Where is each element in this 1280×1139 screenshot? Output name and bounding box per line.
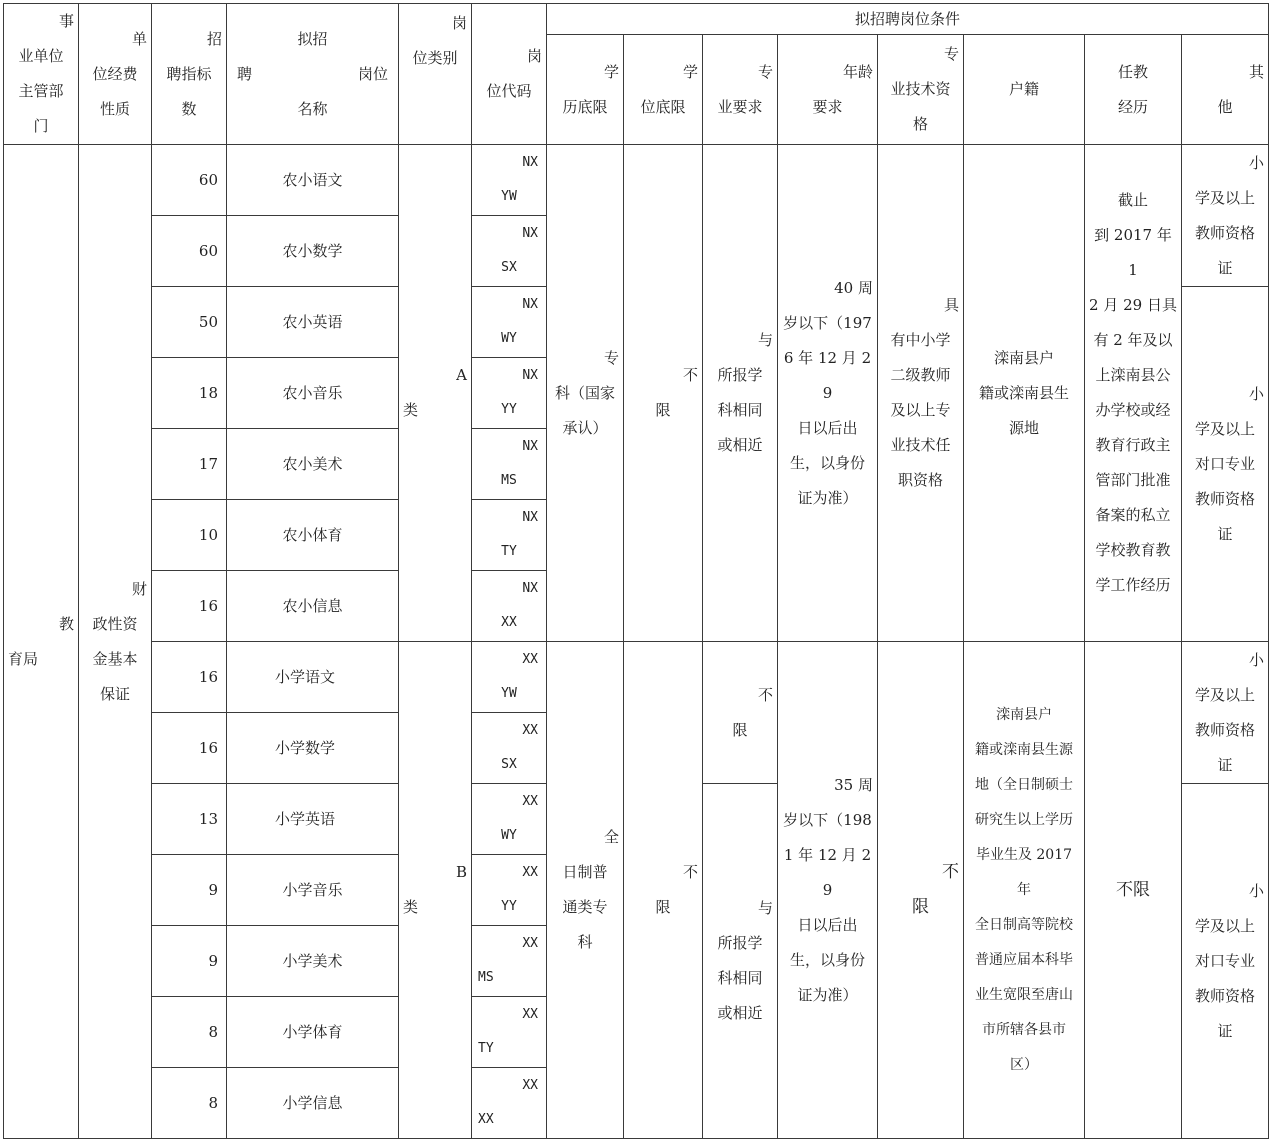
post-name-cell: 小学音乐	[227, 855, 399, 926]
post-name-cell: 小学美术	[227, 926, 399, 997]
quota-cell: 60	[152, 216, 227, 287]
funding-cell: 财 政性资 金基本 保证	[79, 145, 152, 1139]
other-b2-cell: 小 学及以上 对口专业 教师资格 证	[1182, 784, 1269, 1139]
quota-cell: 17	[152, 429, 227, 500]
quota-cell: 16	[152, 642, 227, 713]
quota-cell: 60	[152, 145, 227, 216]
exp-b-cell: 不限	[1085, 642, 1182, 1139]
header-conditions-title: 拟招聘岗位条件	[547, 4, 1269, 35]
hukou-a-cell: 滦南县户 籍或滦南县生 源地	[964, 145, 1085, 642]
quota-cell: 16	[152, 571, 227, 642]
quota-cell: 18	[152, 358, 227, 429]
degree-a-cell: 不 限	[624, 145, 703, 642]
post-code-cell: NX XX	[472, 571, 547, 642]
header-exp: 任教 经历	[1085, 35, 1182, 145]
tech-b-cell: 不 限	[878, 642, 964, 1139]
quota-cell: 8	[152, 997, 227, 1068]
header-major: 专 业要求	[703, 35, 778, 145]
tech-a-cell: 具 有中小学 二级教师 及以上专 业技术任 职资格	[878, 145, 964, 642]
header-category: 岗 位类别	[399, 4, 472, 145]
quota-cell: 50	[152, 287, 227, 358]
header-quota: 招 聘指标 数	[152, 4, 227, 145]
post-code-cell: NX YW	[472, 145, 547, 216]
header-age: 年龄 要求	[778, 35, 878, 145]
post-code-cell: NX WY	[472, 287, 547, 358]
post-code-cell: XX YY	[472, 855, 547, 926]
post-name-cell: 小学数学	[227, 713, 399, 784]
header-funding: 单 位经费 性质	[79, 4, 152, 145]
quota-cell: 9	[152, 855, 227, 926]
post-code-cell: XX YW	[472, 642, 547, 713]
post-code-cell: XX XX	[472, 1068, 547, 1139]
header-hukou: 户籍	[964, 35, 1085, 145]
major-b1-cell: 不 限	[703, 642, 778, 784]
post-name-cell: 农小音乐	[227, 358, 399, 429]
category-a-cell: A 类	[399, 145, 472, 642]
header-edu: 学 历底限	[547, 35, 624, 145]
quota-cell: 16	[152, 713, 227, 784]
post-name-cell: 农小英语	[227, 287, 399, 358]
post-name-cell: 农小信息	[227, 571, 399, 642]
post-code-cell: XX WY	[472, 784, 547, 855]
post-code-cell: NX MS	[472, 429, 547, 500]
age-a-cell: 40 周 岁以下（197 6 年 12 月 29 日以后出 生，以身份 证为准）	[778, 145, 878, 642]
other-a2-cell: 小 学及以上 对口专业 教师资格 证	[1182, 287, 1269, 642]
major-a-cell: 与 所报学 科相同 或相近	[703, 145, 778, 642]
header-code: 岗 位代码	[472, 4, 547, 145]
post-code-cell: XX SX	[472, 713, 547, 784]
header-degree: 学 位底限	[624, 35, 703, 145]
post-name-cell: 小学信息	[227, 1068, 399, 1139]
post-name-cell: 小学体育	[227, 997, 399, 1068]
quota-cell: 10	[152, 500, 227, 571]
major-b2-cell: 与 所报学 科相同 或相近	[703, 784, 778, 1139]
post-name-cell: 农小语文	[227, 145, 399, 216]
post-code-cell: NX SX	[472, 216, 547, 287]
post-name-cell: 农小数学	[227, 216, 399, 287]
other-a1-cell: 小 学及以上 教师资格 证	[1182, 145, 1269, 287]
header-post-name: 拟招 聘 岗位 名称	[227, 4, 399, 145]
post-name-cell: 农小美术	[227, 429, 399, 500]
header-other: 其 他	[1182, 35, 1269, 145]
post-name-cell: 农小体育	[227, 500, 399, 571]
post-code-cell: NX YY	[472, 358, 547, 429]
edu-a-cell: 专 科（国家 承认）	[547, 145, 624, 642]
quota-cell: 13	[152, 784, 227, 855]
edu-b-cell: 全 日制普 通类专 科	[547, 642, 624, 1139]
dept-cell: 教 育局	[4, 145, 79, 1139]
age-b-cell: 35 周 岁以下（198 1 年 12 月 29 日以后出 生，以身份 证为准）	[778, 642, 878, 1139]
post-code-cell: XX MS	[472, 926, 547, 997]
quota-cell: 9	[152, 926, 227, 997]
other-b1-cell: 小 学及以上 教师资格 证	[1182, 642, 1269, 784]
post-code-cell: XX TY	[472, 997, 547, 1068]
post-name-cell: 小学英语	[227, 784, 399, 855]
exp-a-cell: 截止 到 2017 年 1 2 月 29 日具 有 2 年及以 上滦南县公 办学校或经 教育行政主 管部门批准 备案的私立 学校教育教 学工作经历	[1085, 145, 1182, 642]
degree-b-cell: 不 限	[624, 642, 703, 1139]
quota-cell: 8	[152, 1068, 227, 1139]
recruitment-table	[3, 3, 1269, 1139]
header-dept: 事 业单位 主管部 门	[4, 4, 79, 145]
post-name-cell: 小学语文	[227, 642, 399, 713]
table-row	[4, 145, 1269, 216]
hukou-b-cell: 滦南县户 籍或滦南县生源 地（全日制硕士 研究生以上学历 毕业生及 2017 年 全日制高等院校 普通应届本科毕 业生宽限至唐山 市所辖各县市 区）	[964, 642, 1085, 1139]
post-code-cell: NX TY	[472, 500, 547, 571]
category-b-cell: B 类	[399, 642, 472, 1139]
table-row	[4, 642, 1269, 713]
header-tech: 专 业技术资 格	[878, 35, 964, 145]
